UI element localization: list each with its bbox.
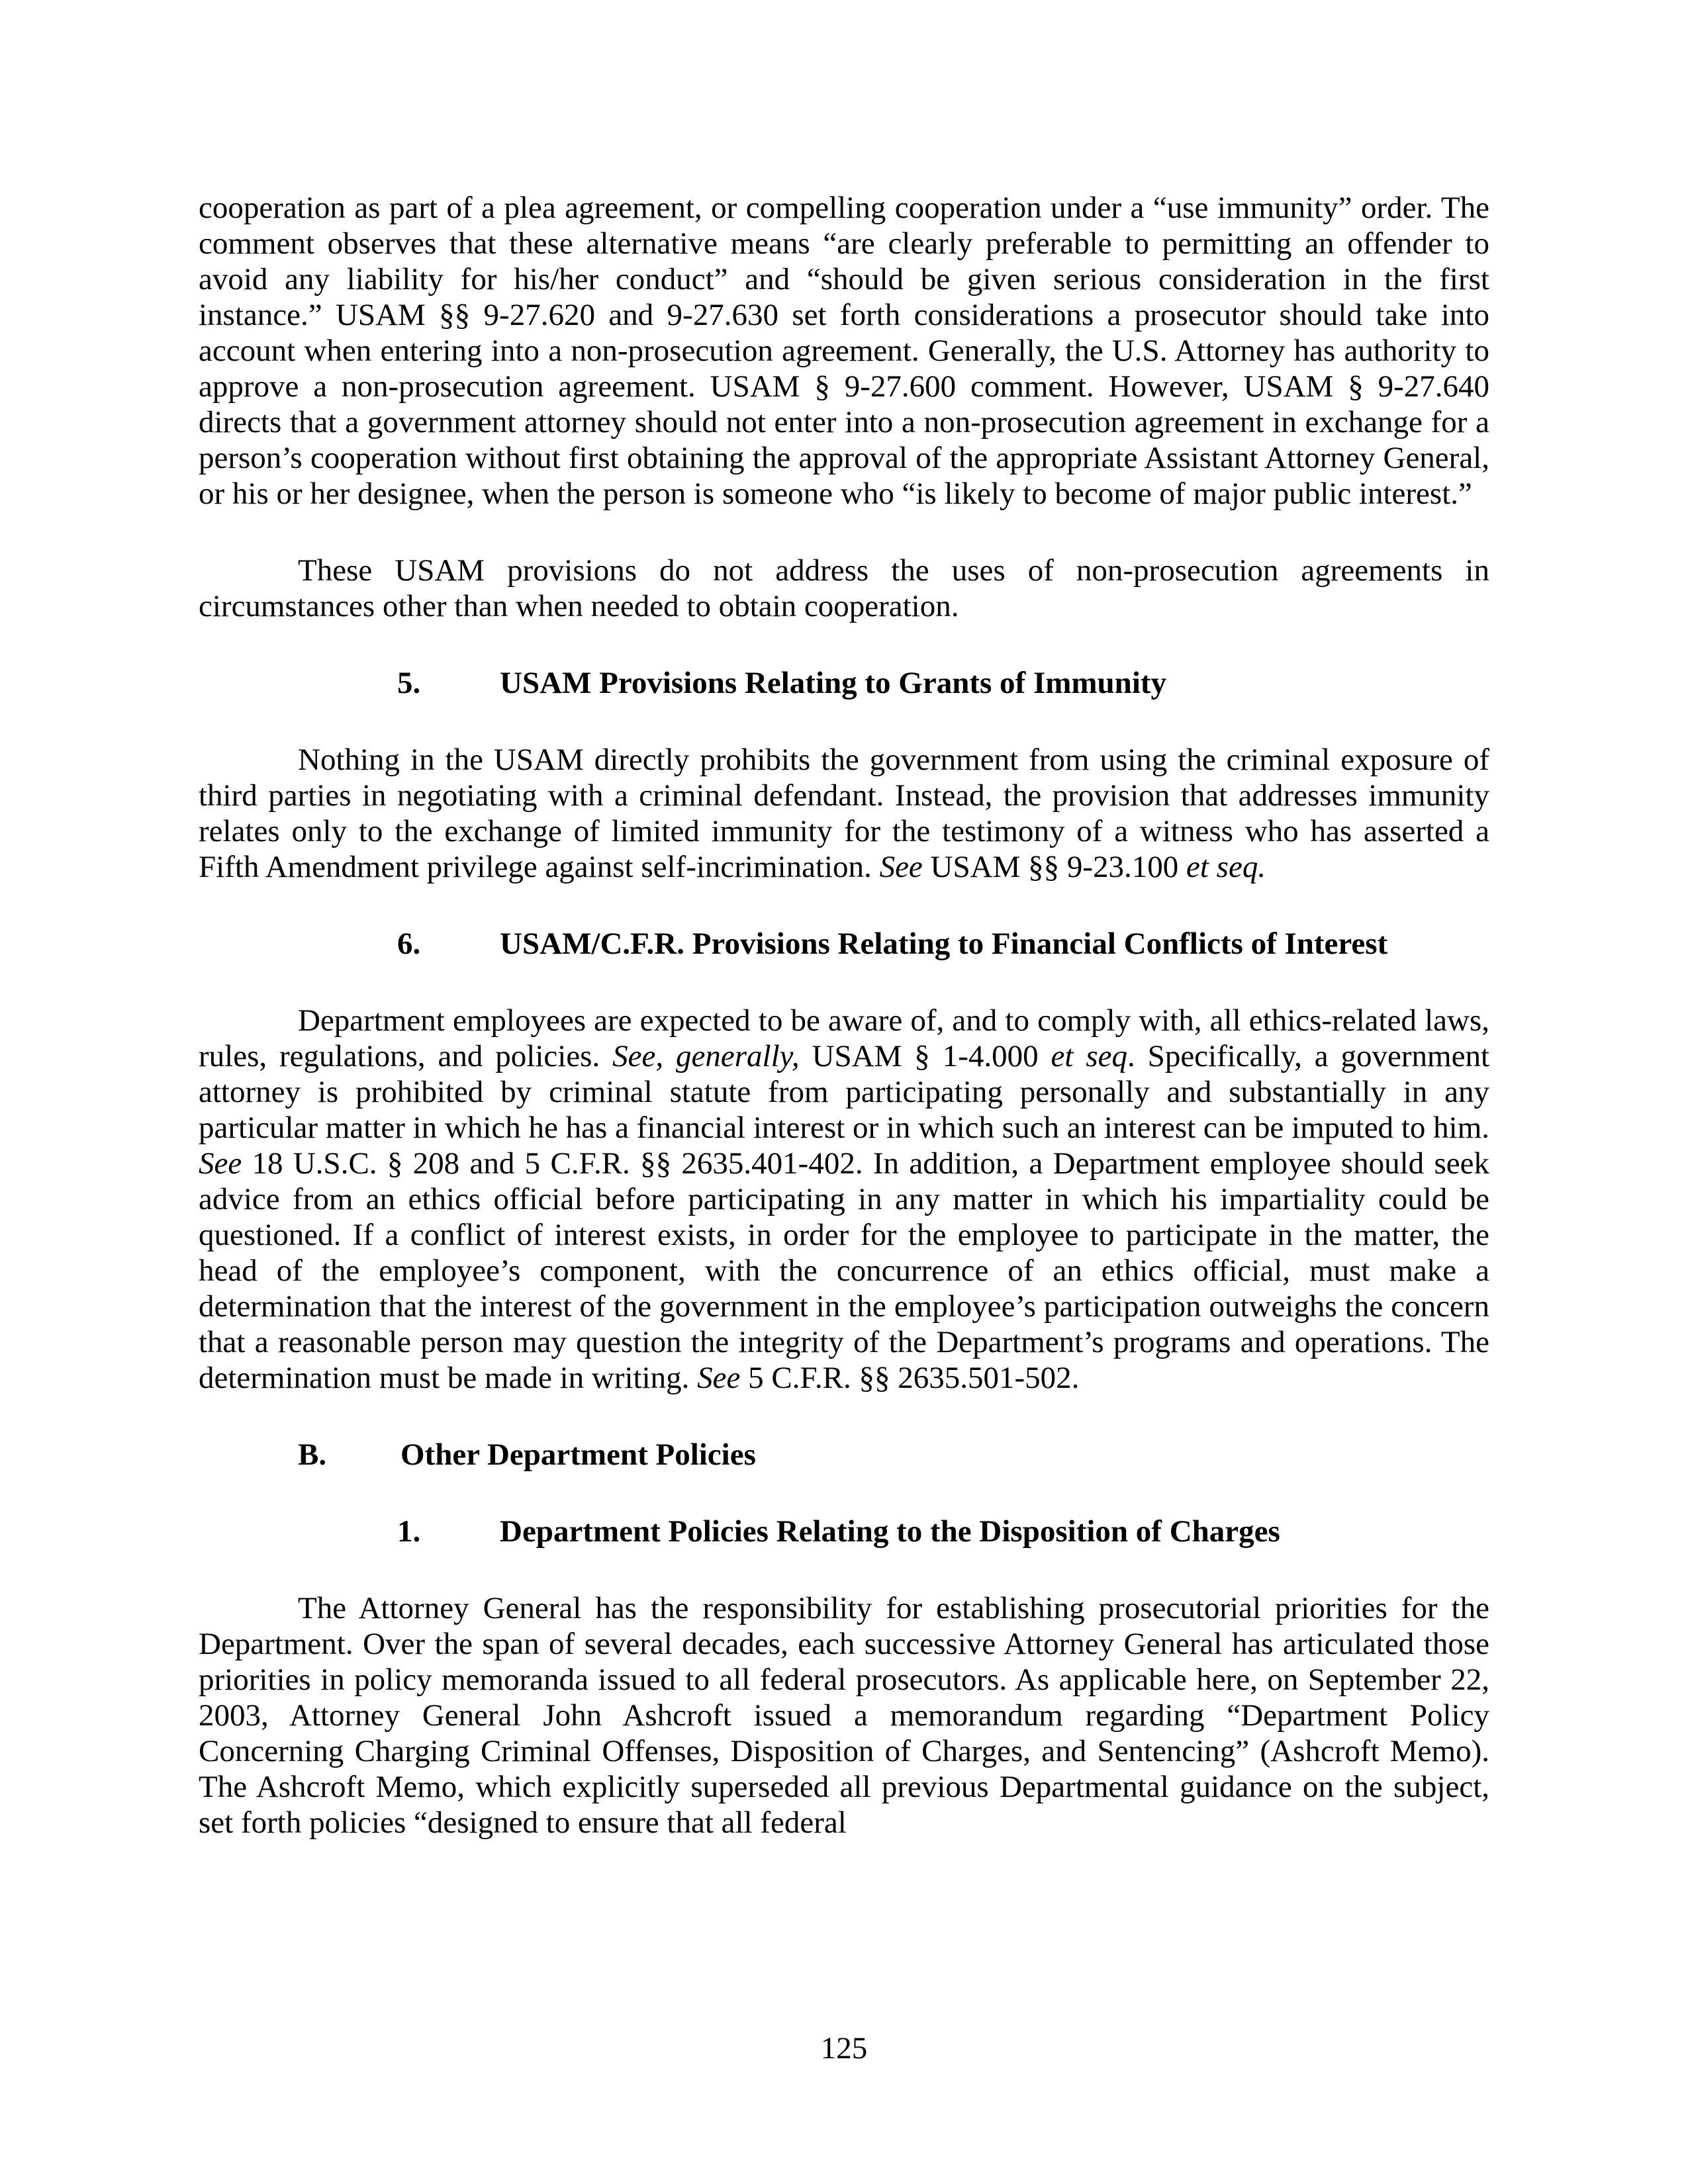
heading-label: USAM/C.F.R. Provisions Relating to Financial Conflicts of Interest xyxy=(500,927,1388,961)
paragraph-attorney-general-priorities: The Attorney General has the responsibility for establishing prosecutorial priorities for the Department. Over the span of several decades, each successive Attorney General has articulated those priorities in policy memoranda issued to all federal prosecutors. As applicable here, on September 22, 2003, Attorney General John Ashcroft issued a memorandum regarding “Department Policy Concerning Charging Criminal Offenses, Disposition of Charges, and Sentencing” (Ashcroft Memo). The Ashcroft Memo, which explicitly superseded all previous Departmental guidance on the subject, set forth policies “designed to ensure that all federal xyxy=(199,1591,1489,1840)
heading-b-other-department-policies xyxy=(199,1437,1489,1473)
heading-label: Other Department Policies xyxy=(400,1437,756,1472)
paragraph-immunity-provision: Nothing in the USAM directly prohibits the government from using the criminal exposure of third parties in negotiating with a criminal defendant. Instead, the provision that addresses immunity relates only to the exchange of limited immunity for the testimony of a witness who has asserted a Fifth Amendment privilege against self-incrimination. See USAM §§ 9-23.100 et seq. xyxy=(199,743,1489,884)
paragraph-non-prosecution-continuation: cooperation as part of a plea agreement, or compelling cooperation under a “use immunity” order. The comment observes that these alternative means “are clearly preferable to permitting an offender to avoid any liability for his/her conduct” and “should be given serious consideration in the first instance.” USAM §§ 9-27.620 and 9-27.630 set forth considerations a prosecutor should take into account when entering into a non-prosecution agreement. Generally, the U.S. Attorney has authority to approve a non-prosecution agreement. USAM § 9-27.600 comment. However, USAM § 9-27.640 directs that a government attorney should not enter into a non-prosecution agreement in exchange for a person’s cooperation without first obtaining the approval of the appropriate Assistant Attorney General, or his or her designee, when the person is someone who “is likely to become of major public interest.” xyxy=(199,191,1489,511)
paragraph-ethics-rules: Department employees are expected to be aware of, and to comply with, all ethics-related laws, rules, regulations, and policies. See, generally, USAM § 1-4.000 et seq. Specifically, a government attorney is prohibited by criminal statute from participating personally and substantially in any particular matter in which he has a financial interest or in which such an interest can be imputed to him. See 18 U.S.C. § 208 and 5 C.F.R. §§ 2635.401-402. In addition, a Department employee should seek advice from an ethics official before participating in any matter in which his impartiality could be questioned. If a conflict of interest exists, in order for the employee to participate in the matter, the head of the employee’s component, with the concurrence of an ethics official, must make a determination that the interest of the government in the employee’s participation outweighs the concern that a reasonable person may question the integrity of the Department’s programs and operations. The determination must be made in writing. See 5 C.F.R. §§ 2635.501-502. xyxy=(199,1003,1490,1395)
heading-label: Department Policies Relating to the Disposition of Charges xyxy=(500,1514,1280,1549)
heading-5-grants-of-immunity xyxy=(199,665,1489,701)
heading-number: 6. xyxy=(397,927,421,961)
heading-number: 5. xyxy=(397,666,421,700)
heading-1-disposition-of-charges xyxy=(199,1514,1489,1549)
page-number: 125 xyxy=(820,2031,868,2066)
heading-number: 1. xyxy=(397,1514,421,1549)
heading-6-financial-conflicts xyxy=(199,926,1489,962)
heading-number: B. xyxy=(298,1437,327,1472)
paragraph-usam-provisions-scope: These USAM provisions do not address the uses of non-prosecution agreements in circumstances other than when needed to obtain cooperation. xyxy=(199,553,1489,623)
heading-label: USAM Provisions Relating to Grants of Immunity xyxy=(500,666,1167,700)
